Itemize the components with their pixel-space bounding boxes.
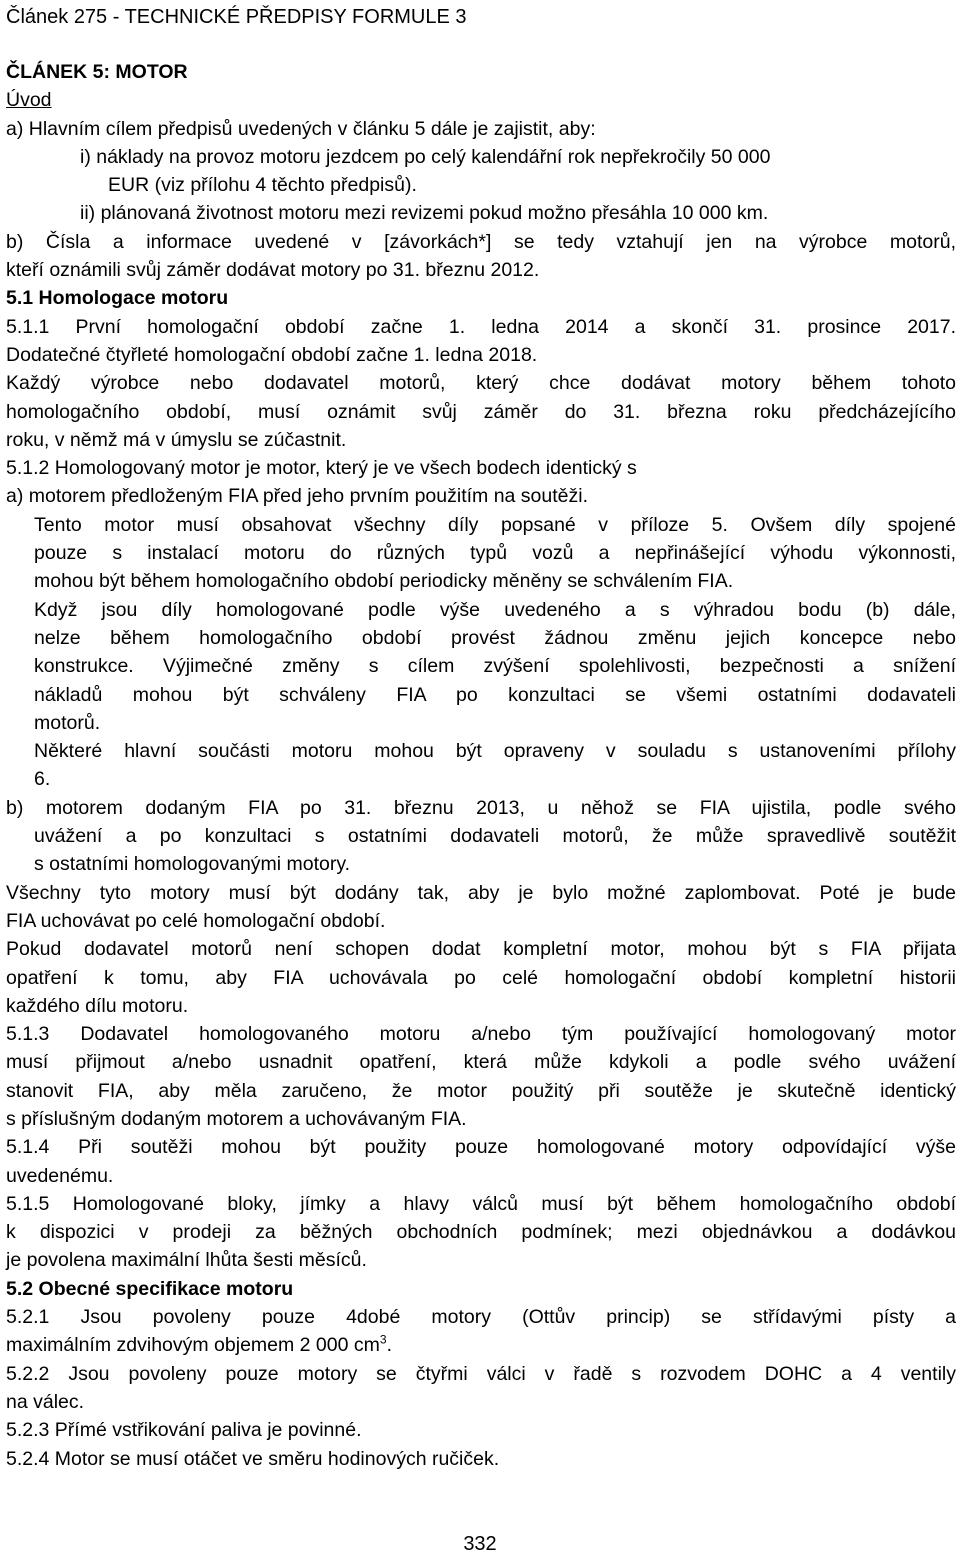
page-header: Článek 275 - TECHNICKÉ PŘEDPISY FORMULE 3 — [6, 6, 467, 28]
paragraph: nelze během homologačního období provést žádnou změnu jejich koncepce nebo — [34, 626, 956, 649]
paragraph: motorů. — [34, 711, 101, 734]
paragraph: a) Hlavním cílem předpisů uvedených v článku 5 dále je zajistit, aby: — [6, 117, 596, 140]
paragraph: opatření k tomu, aby FIA uchovávala po celé homologační období kompletní historii — [6, 966, 956, 989]
paragraph: 5.1.3 Dodavatel homologovaného motoru a/nebo tým používající homologovaný motor — [6, 1023, 956, 1046]
paragraph: 5.1.2 Homologovaný motor je motor, který je ve všech bodech identický s — [6, 457, 637, 480]
paragraph: EUR (viz přílohu 4 těchto předpisů). — [108, 174, 417, 197]
section-heading: 5.1 Homologace motoru — [6, 287, 229, 310]
paragraph: homologačního období, musí oznámit svůj záměr do 31. března roku předcházejícího — [6, 400, 956, 423]
paragraph: ii) plánovaná životnost motoru mezi revizemi pokud možno přesáhla 10 000 km. — [80, 202, 769, 225]
paragraph: 5.2.2 Jsou povoleny pouze motory se čtyřmi válci v řadě s rozvodem DOHC a 4 ventily — [6, 1362, 956, 1385]
paragraph: 5.2.4 Motor se musí otáčet ve směru hodinových ručiček. — [6, 1447, 500, 1470]
paragraph: je povolena maximální lhůta šesti měsíců. — [6, 1249, 367, 1272]
paragraph: Některé hlavní součásti motoru mohou být opraveny v souladu s ustanoveními přílohy — [34, 740, 956, 763]
paragraph: pouze s instalací motoru do různých typů vozů a nepřinášející výhodu výkonnosti, — [34, 542, 956, 565]
paragraph: uvážení a po konzultaci s ostatními dodavateli motorů, že může spravedlivě soutěžit — [34, 825, 956, 848]
article-heading: ČLÁNEK 5: MOTOR — [6, 61, 188, 83]
paragraph: nákladů mohou být schváleny FIA po konzultaci se všemi ostatními dodavateli — [34, 683, 956, 706]
paragraph: FIA uchovávat po celé homologační období. — [6, 909, 386, 932]
paragraph: uvedenému. — [6, 1164, 114, 1187]
paragraph: 5.1.4 Při soutěži mohou být použity pouze homologované motory odpovídající výše — [6, 1136, 956, 1159]
paragraph: Tento motor musí obsahovat všechny díly popsané v příloze 5. Ovšem díly spojené — [34, 513, 956, 536]
paragraph: každého dílu motoru. — [6, 994, 189, 1017]
document-page — [6, 4, 956, 1473]
paragraph: Dodatečné čtyřleté homologační období začne 1. ledna 2018. — [6, 343, 538, 366]
paragraph: mohou být během homologačního období periodicky měněny se schválením FIA. — [34, 570, 734, 593]
paragraph: b) Čísla a informace uvedené v [závorkách*] se tedy vztahují jen na výrobce motorů, — [6, 230, 956, 253]
intro-label: Úvod — [6, 89, 52, 112]
text-span: . — [386, 1334, 392, 1357]
paragraph — [6, 1331, 956, 1359]
paragraph: Pokud dodavatel motorů není schopen dodat kompletní motor, mohou být s FIA přijata — [6, 938, 956, 961]
paragraph: 5.2.3 Přímé vstřikování paliva je povinné. — [6, 1419, 362, 1442]
paragraph: konstrukce. Výjimečné změny s cílem zvýšení spolehlivosti, bezpečnosti a snížení — [34, 655, 956, 678]
text-span: maximálním zdvihovým objemem 2 000 cm — [6, 1334, 380, 1357]
superscript: 3 — [379, 1332, 387, 1347]
paragraph: 5.2.1 Jsou povoleny pouze 4dobé motory (Ottův princip) se střídavými písty a — [6, 1306, 956, 1329]
paragraph: 5.1.5 Homologované bloky, jímky a hlavy válců musí být během homologačního období — [6, 1192, 956, 1215]
page-number: 332 — [463, 1533, 497, 1555]
paragraph: kteří oznámili svůj záměr dodávat motory po 31. březnu 2012. — [6, 259, 540, 282]
paragraph: Když jsou díly homologované podle výše uvedeného a s výhradou bodu (b) dále, — [34, 598, 956, 621]
paragraph: k dispozici v prodeji za běžných obchodních podmínek; mezi objednávkou a dodávkou — [6, 1221, 956, 1244]
paragraph: na válec. — [6, 1390, 85, 1413]
paragraph: Všechny tyto motory musí být dodány tak, aby je bylo možné zaplombovat. Poté je bude — [6, 881, 956, 904]
paragraph: a) motorem předloženým FIA před jeho prvním použitím na soutěži. — [6, 485, 589, 508]
paragraph: 6. — [34, 768, 51, 791]
paragraph: s ostatními homologovanými motory. — [34, 853, 351, 876]
paragraph: b) motorem dodaným FIA po 31. březnu 2013, u něhož se FIA ujistila, podle svého — [6, 796, 956, 819]
paragraph: stanovit FIA, aby měla zaručeno, že motor použitý při soutěže je skutečně identický — [6, 1079, 956, 1102]
paragraph: i) náklady na provoz motoru jezdcem po celý kalendářní rok nepřekročily 50 000 — [80, 145, 771, 168]
paragraph: roku, v němž má v úmyslu se zúčastnit. — [6, 428, 347, 451]
paragraph: s příslušným dodaným motorem a uchovávaným FIA. — [6, 1107, 467, 1130]
paragraph: musí přijmout a/nebo usnadnit opatření, která může kdykoli a podle svého uvážení — [6, 1051, 956, 1074]
paragraph: 5.1.1 První homologační období začne 1. ledna 2014 a skončí 31. prosince 2017. — [6, 315, 956, 338]
section-heading: 5.2 Obecné specifikace motoru — [6, 1277, 294, 1300]
paragraph: Každý výrobce nebo dodavatel motorů, který chce dodávat motory během tohoto — [6, 372, 956, 395]
